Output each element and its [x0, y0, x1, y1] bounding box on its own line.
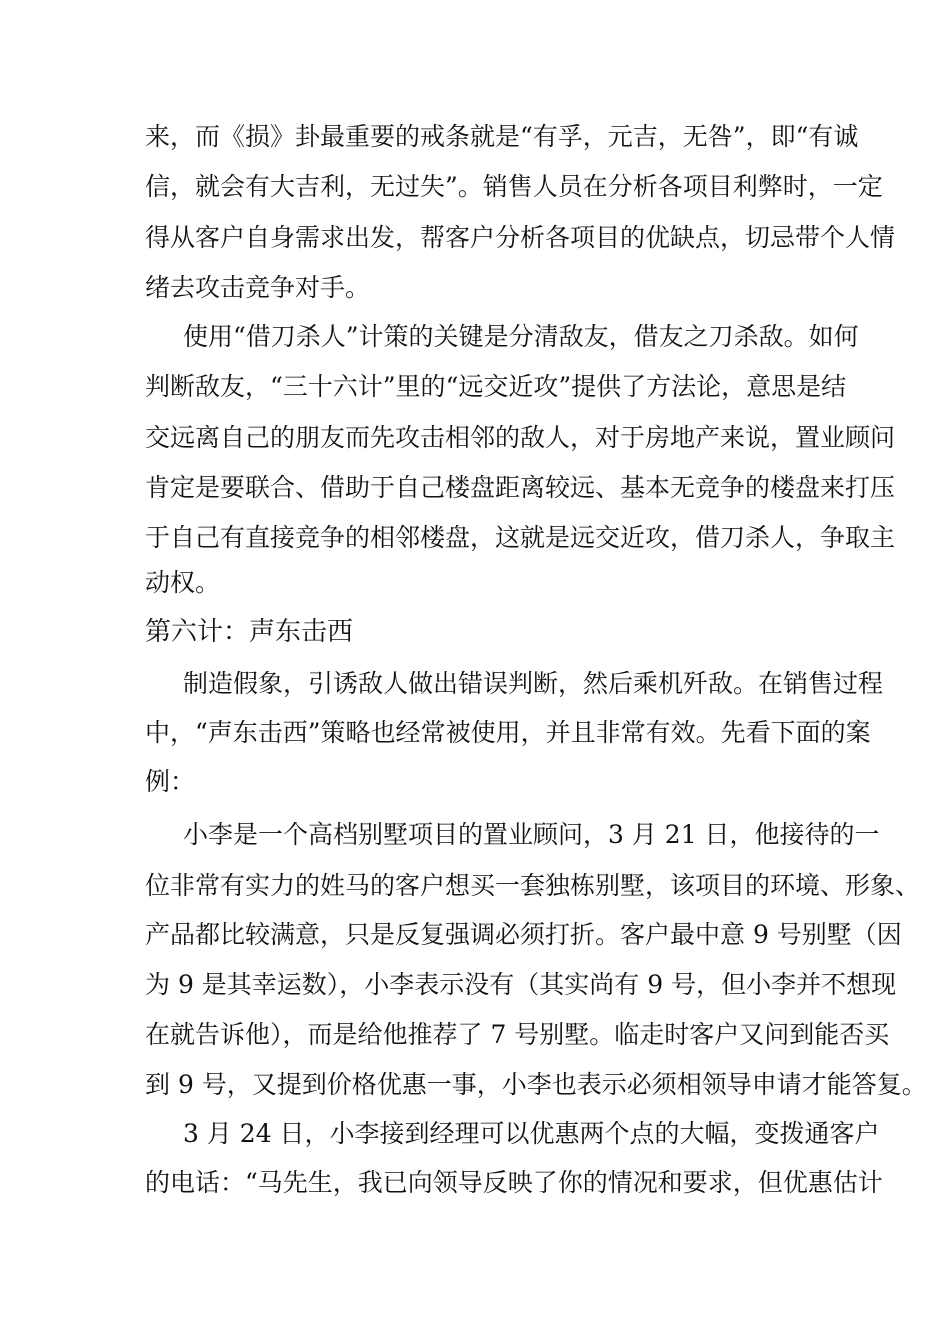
paragraph-line: 中，“声东击西”策略也经常被使用，并且非常有效。先看下面的案 [145, 718, 871, 747]
paragraph-line: 小李是一个高档别墅项目的置业顾问，3 月 21 日，他接待的一 [183, 820, 880, 849]
paragraph-line: 于自己有直接竞争的相邻楼盘，这就是远交近攻，借刀杀人，争取主 [145, 523, 896, 552]
paragraph-line: 到 9 号，又提到价格优惠一事，小李也表示必须相领导申请才能答复。 [145, 1070, 927, 1099]
paragraph-line: 产品都比较满意，只是反复强调必须打折。客户最中意 9 号别墅（因 [145, 920, 902, 949]
paragraph-line: 位非常有实力的姓马的客户想买一套独栋别墅，该项目的环境、形象、 [145, 871, 921, 900]
paragraph-line: 绪去攻击竞争对手。 [145, 273, 371, 302]
paragraph-line: 例： [145, 767, 196, 796]
paragraph-line: 的电话：“马先生，我已向领导反映了你的情况和要求，但优惠估计 [145, 1168, 883, 1197]
paragraph-line: 来，而《损》卦最重要的戒条就是“有孚，元吉，无咎”，即“有诚 [145, 122, 859, 151]
paragraph-line: 制造假象，引诱敌人做出错误判断，然后乘机歼敌。在销售过程 [183, 669, 884, 698]
paragraph-line: 动权。 [145, 568, 221, 597]
paragraph-line: 使用“借刀杀人”计策的关键是分清敌友，借友之刀杀敌。如何 [183, 322, 859, 351]
paragraph-line: 判断敌友，“三十六计”里的“远交近攻”提供了方法论，意思是结 [145, 372, 847, 401]
paragraph-line: 肯定是要联合、借助于自己楼盘距离较远、基本无竞争的楼盘来打压 [145, 473, 896, 502]
paragraph-line: 3 月 24 日，小李接到经理可以优惠两个点的大幅，变拨通客户 [183, 1119, 880, 1148]
paragraph-line: 得从客户自身需求出发，帮客户分析各项目的优缺点，切忌带个人情 [145, 223, 896, 252]
paragraph-line: 在就告诉他），而是给他推荐了 7 号别墅。临走时客户又问到能否买 [145, 1020, 890, 1049]
paragraph-line: 信，就会有大吉利，无过失”。销售人员在分析各项目利弊时，一定 [145, 172, 883, 201]
paragraph-line: 为 9 是其幸运数），小李表示没有（其实尚有 9 号，但小李并不想现 [145, 970, 897, 999]
paragraph-line: 交远离自己的朋友而先攻击相邻的敌人，对于房地产来说，置业顾问 [145, 423, 896, 452]
section-heading: 第六计：声东击西 [145, 617, 354, 647]
